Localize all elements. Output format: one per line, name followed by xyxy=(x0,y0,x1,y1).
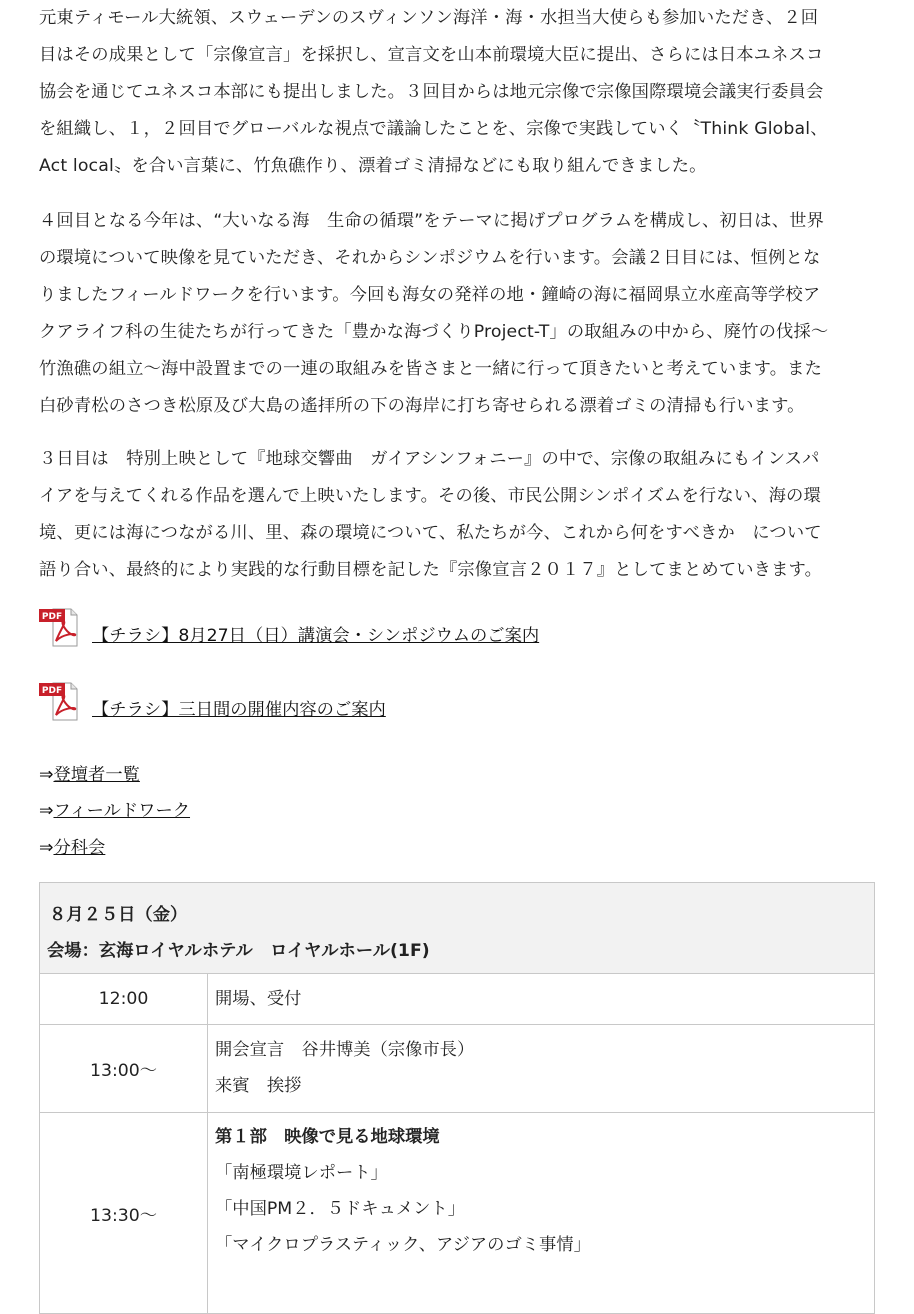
pdf-link-symposium-flyer[interactable] xyxy=(39,607,739,653)
arrow-icon: ⇒ xyxy=(39,838,54,858)
pdf-icon xyxy=(39,607,79,647)
schedule-date: ８月２５日（金） xyxy=(49,905,188,925)
svg-text:PDF: PDF xyxy=(41,686,63,696)
row-description xyxy=(208,974,874,1017)
paragraph-line: Act local〟を合い言葉に、竹魚礁作り、漂着ゴミ清掃などにも取り組んできました。 xyxy=(39,156,707,176)
schedule-table xyxy=(39,882,875,1314)
paragraph-line: 境、更には海につながる川、里、森の環境について、私たちが今、これから何をすべきか について xyxy=(39,523,822,543)
paragraph-line: を組織し、１，２回目でグローバルな視点で議論したことを、宗像で実践していく〝Think Global、 xyxy=(39,119,828,139)
link-label[interactable]: フィールドワーク xyxy=(53,801,191,821)
pdf-link-three-days-flyer[interactable] xyxy=(39,681,739,727)
row-time: 13:00～ xyxy=(40,1025,208,1112)
table-row xyxy=(40,974,874,1025)
description-line: 開場、受付 xyxy=(215,989,302,1009)
schedule-venue: 会場：玄海ロイヤルホテル ロイヤルホール(1F) xyxy=(47,941,430,961)
pdf-link-label[interactable]: 【チラシ】8月27日（日）講演会・シンポジウムのご案内 xyxy=(92,626,540,646)
paragraph-line: ４回目となる今年は、“大いなる海 生命の循環”をテーマに掲げプログラムを構成し、初日は、世界 xyxy=(39,211,825,231)
paragraph-line: 元東ティモール大統領、スウェーデンのスヴィンソン海洋・海・水担当大使らも参加いただき、２回 xyxy=(39,8,819,28)
schedule-header xyxy=(40,883,874,974)
intro-paragraph-2 xyxy=(39,203,875,425)
paragraph-line: 目はその成果として「宗像宣言」を採択し、宣言文を山本前環境大臣に提出、さらには日本ユネスコ xyxy=(39,45,824,65)
table-row xyxy=(40,1025,874,1113)
description-line: 来賓 挨拶 xyxy=(215,1076,302,1096)
link-fieldwork[interactable] xyxy=(39,796,190,821)
row-time: 13:30～ xyxy=(40,1113,208,1313)
table-row xyxy=(40,1113,874,1313)
paragraph-line: りましたフィールドワークを行います。今回も海女の発祥の地・鐘崎の海に福岡県立水産高等学校ア xyxy=(39,285,821,305)
paragraph-line: の環境について映像を見ていただき、それからシンポジウムを行います。会議２日目には、恒例とな xyxy=(39,248,821,268)
intro-paragraph-1 xyxy=(39,0,875,185)
session-heading: 第１部 映像で見る地球環境 xyxy=(215,1127,440,1147)
pdf-icon xyxy=(39,681,79,721)
paragraph-line: ３日目は 特別上映として『地球交響曲 ガイアシンフォニー』の中で、宗像の取組みにもインスパ xyxy=(39,449,820,469)
row-description xyxy=(208,1025,874,1104)
pdf-link-label[interactable]: 【チラシ】三日間の開催内容のご案内 xyxy=(92,700,386,720)
paragraph-line: 協会を通じてユネスコ本部にも提出しました。３回目からは地元宗像で宗像国際環境会議実行委員会 xyxy=(39,82,824,102)
description-line: 「マイクロプラスティック、アジアのゴミ事情」 xyxy=(215,1235,591,1255)
row-time: 12:00 xyxy=(40,974,208,1024)
link-speakers[interactable] xyxy=(39,760,140,785)
description-line: 開会宣言 谷井博美（宗像市長） xyxy=(215,1040,475,1060)
description-line: 「南極環境レポート」 xyxy=(215,1163,388,1183)
paragraph-line: イアを与えてくれる作品を選んで上映いたします。その後、市民公開シンポイズムを行ない、海の環 xyxy=(39,486,821,506)
link-label[interactable]: 登壇者一覧 xyxy=(53,765,140,785)
paragraph-line: 語り合い、最終的により実践的な行動目標を記した『宗像宣言２０１７』としてまとめていきます。 xyxy=(39,560,823,580)
paragraph-line: クアライフ科の生徒たちが行ってきた「豊かな海づくりProject-T」の取組みの中から、廃竹の伐採～ xyxy=(39,322,829,342)
link-label[interactable]: 分科会 xyxy=(53,838,106,858)
description-line: 「中国PM２．５ドキュメント」 xyxy=(215,1199,465,1219)
arrow-icon: ⇒ xyxy=(39,801,54,821)
link-breakout-sessions[interactable] xyxy=(39,833,105,858)
paragraph-line: 白砂青松のさつき松原及び大島の遙拝所の下の海岸に打ち寄せられる漂着ゴミの清掃も行います。 xyxy=(39,396,805,416)
arrow-icon: ⇒ xyxy=(39,765,54,785)
row-description xyxy=(208,1113,874,1263)
svg-text:PDF: PDF xyxy=(41,612,63,622)
intro-paragraph-3 xyxy=(39,441,875,589)
paragraph-line: 竹漁礁の組立～海中設置までの一連の取組みを皆さまと一緒に行って頂きたいと考えています。また xyxy=(39,359,823,379)
